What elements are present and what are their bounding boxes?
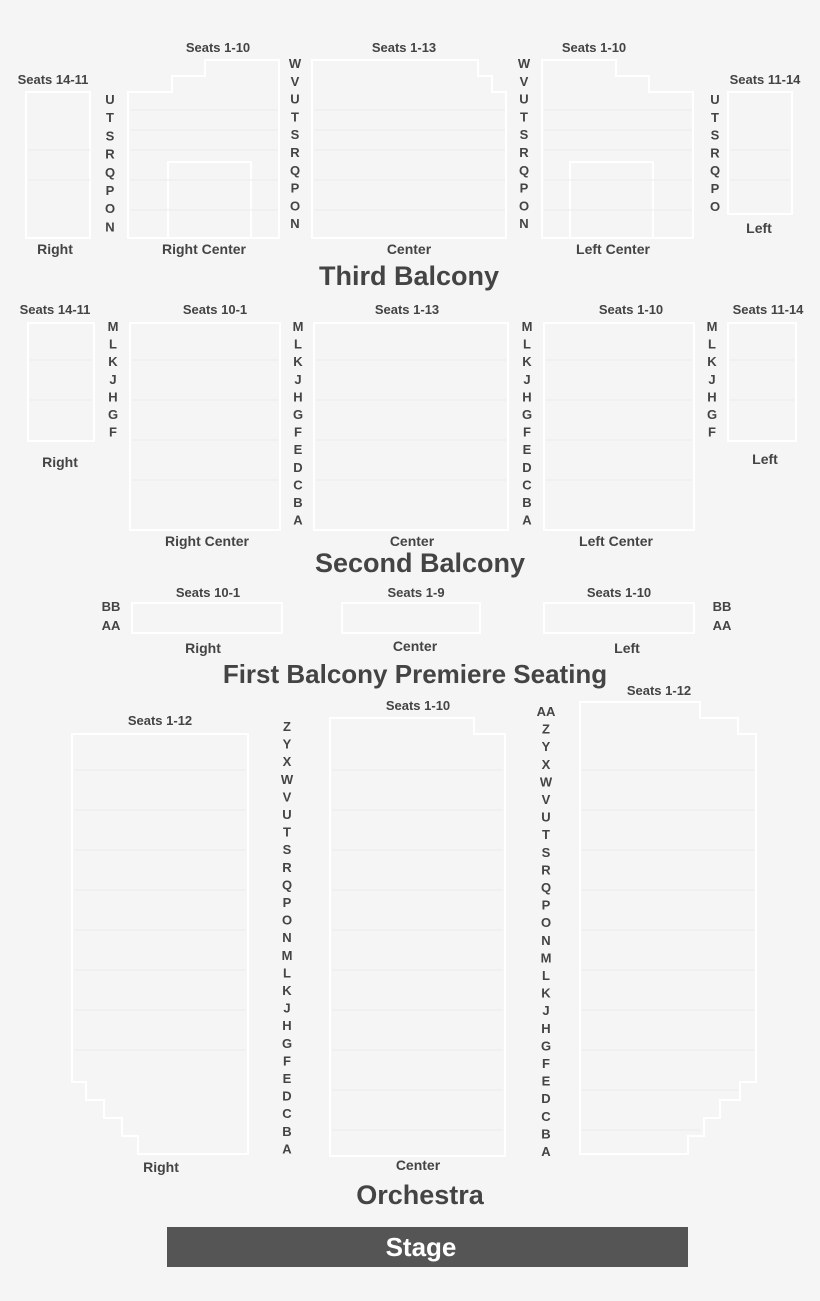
row-letter-third_balcony-row_letters_a-7: N [105,219,115,235]
row-letter-orchestra-row_letters_b-18: H [541,1020,551,1036]
row-letter-second_balcony-row_letters_c-8: D [522,459,532,475]
orch-section-right: Right [143,1159,179,1175]
row-letter-orchestra-row_letters_a-12: N [282,930,292,946]
row-letter-third_balcony-row_letters_b-6: Q [289,162,301,178]
row-letter-orchestra-row_letters_b-17: J [542,1003,550,1019]
fb-center-section[interactable] [342,603,480,633]
row-letter-orchestra-row_letters_a-15: K [282,983,292,998]
tb-seats-label-right: Seats 14-11 [17,72,89,87]
sb-section-center: Center [389,533,435,549]
row-letter-second_balcony-row_letters_c-9: C [522,477,532,493]
row-letter-orchestra-row_letters_b-6: U [541,809,551,825]
row-letter-second_balcony-row_letters_d-4: H [707,389,717,405]
fb-section-left: Left [614,640,640,656]
row-letter-third_balcony-row_letters_a-3: R [105,146,115,162]
row-letter-second_balcony-row_letters_c-1: L [523,336,531,352]
row-letter-orchestra-row_letters_b-19: G [540,1038,552,1054]
row-letter-orchestra-row_letters_b-22: D [541,1091,551,1107]
tb-section-left-center: Left Center [576,241,650,257]
row-letter-second_balcony-row_letters_a-5: G [107,407,119,422]
row-letter-orchestra-row_letters_b-2: Y [541,739,551,755]
row-letter-third_balcony-row_letters_b-5: R [290,145,300,160]
row-letter-second_balcony-row_letters_b-0: M [292,319,304,334]
tb-section-right-center: Right Center [162,241,246,257]
row-letter-orchestra-row_letters_a-0: Z [283,719,291,734]
tb-title: Third Balcony [318,261,500,291]
row-letter-third_balcony-row_letters_d-4: Q [709,163,721,179]
seating-sections [26,60,796,1156]
row-letter-orchestra-row_letters_a-14: L [283,965,291,981]
row-letter-second_balcony-row_letters_b-2: K [293,354,303,370]
row-letter-second_balcony-row_letters_c-10: B [522,495,532,510]
row-letter-third_balcony-row_letters_c-9: N [519,216,529,232]
row-letter-orchestra-row_letters_a-24: A [282,1141,292,1157]
fb-section-center: Center [392,638,438,654]
row-letter-third_balcony-row_letters_d-6: O [709,198,721,214]
fb-title: First Balcony Premiere Seating [222,659,608,689]
sb-seats-label-center: Seats 1-13 [374,302,440,317]
row-letter-orchestra-row_letters_a-16: J [283,1000,291,1016]
row-letter-orchestra-row_letters_a-9: Q [281,877,293,893]
row-letter-orchestra-row_letters_b-23: C [541,1108,551,1124]
sb-section-right-center: Right Center [165,533,249,549]
row-letter-orchestra-row_letters_a-1: Y [282,736,292,752]
sb-seats-label-right-center: Seats 10-1 [182,302,248,317]
tb-left-center-section[interactable] [542,60,693,238]
row-letter-third_balcony-row_letters_b-1: V [290,73,300,89]
row-letter-orchestra-row_letters_b-12: O [540,915,552,931]
row-letter-third_balcony-row_letters_a-4: Q [104,164,116,180]
row-letter-third_balcony-row_letters_b-0: W [288,56,302,71]
sb-seats-label-left-center: Seats 1-10 [598,302,664,317]
row-letter-second_balcony-row_letters_d-1: L [708,336,716,352]
orch-right-section[interactable] [72,734,248,1154]
row-letter-third_balcony-row_letters_c-2: U [519,91,529,107]
sb-left-center-section[interactable] [544,323,694,530]
row-letter-columns [102,56,732,1159]
row-letter-orchestra-row_letters_a-22: C [282,1106,292,1122]
row-letter-orchestra-row_letters_b-25: A [541,1144,551,1159]
sb-title: Second Balcony [314,548,526,578]
row-letter-third_balcony-row_letters_b-4: S [290,127,300,143]
fb-left-section[interactable] [544,603,694,633]
sb-section-right: Right [42,454,78,470]
tb-right-center-section[interactable] [128,60,279,238]
row-letter-third_balcony-row_letters_b-9: N [290,216,300,232]
row-letter-first_balcony-row_letters_right-1: AA [712,618,732,633]
sb-section-left: Left [752,451,778,467]
tb-right-center-inner [168,162,251,238]
fb-seats-label-center: Seats 1-9 [387,585,445,600]
row-letter-second_balcony-row_letters_d-0: M [706,319,718,334]
tb-section-left: Left [746,220,772,236]
row-letter-orchestra-row_letters_b-7: T [542,827,550,843]
row-letter-orchestra-row_letters_b-16: K [541,985,551,1001]
row-letter-second_balcony-row_letters_b-7: E [293,442,303,458]
tb-left-section[interactable] [728,92,792,214]
row-letter-third_balcony-row_letters_b-7: P [290,180,300,196]
row-letter-third_balcony-row_letters_d-0: U [710,92,720,107]
row-letter-third_balcony-row_letters_b-3: T [291,109,299,125]
row-letter-orchestra-row_letters_b-8: S [541,844,551,860]
row-letter-orchestra-row_letters_a-3: W [280,771,294,787]
row-letter-third_balcony-row_letters_c-5: R [519,145,529,160]
fb-right-section[interactable] [132,603,282,633]
row-letter-third_balcony-row_letters_c-1: V [519,73,529,89]
row-letter-third_balcony-row_letters_d-3: R [710,145,720,161]
row-letter-orchestra-row_letters_a-6: T [283,824,291,840]
row-letter-orchestra-row_letters_a-13: M [281,947,293,963]
row-letter-second_balcony-row_letters_c-0: M [521,319,533,334]
row-letter-third_balcony-row_letters_a-6: O [104,201,116,217]
row-letter-second_balcony-row_letters_d-2: K [707,354,717,370]
row-letter-third_balcony-row_letters_d-1: T [711,109,719,125]
row-letter-second_balcony-row_letters_b-9: C [293,477,303,493]
row-letter-first_balcony-row_letters_left-1: AA [101,618,121,633]
row-letter-third_balcony-row_letters_d-5: P [710,181,720,196]
row-letter-orchestra-row_letters_a-11: O [281,912,293,928]
row-letter-orchestra-row_letters_b-14: M [540,950,552,966]
fb-section-right: Right [185,640,221,656]
orch-seats-label-center: Seats 1-10 [385,698,451,713]
row-letter-orchestra-row_letters_a-7: S [282,842,292,858]
row-letter-second_balcony-row_letters_b-5: G [292,407,304,422]
row-letter-third_balcony-row_letters_b-8: O [289,198,301,214]
row-letter-second_balcony-row_letters_c-4: H [522,389,532,405]
row-letter-second_balcony-row_letters_c-3: J [523,371,531,387]
row-letter-second_balcony-row_letters_b-1: L [294,336,302,352]
row-letter-second_balcony-row_letters_c-5: G [521,407,533,422]
row-letter-second_balcony-row_letters_b-11: A [293,512,303,528]
row-letter-second_balcony-row_letters_b-10: B [293,495,303,510]
row-letter-third_balcony-row_letters_a-0: U [105,92,115,107]
fb-seats-label-left: Seats 1-10 [586,585,652,600]
row-letter-orchestra-row_letters_a-2: X [282,754,292,770]
row-letter-orchestra-row_letters_b-13: N [541,932,551,948]
sb-section-left-center: Left Center [579,533,653,549]
row-letter-orchestra-row_letters_b-9: R [541,862,551,878]
row-letter-second_balcony-row_letters_c-11: A [522,512,532,528]
row-letter-orchestra-row_letters_a-23: B [282,1123,292,1139]
row-letter-second_balcony-row_letters_b-3: J [294,371,302,387]
row-letter-orchestra-row_letters_b-24: B [541,1126,551,1142]
row-letter-second_balcony-row_letters_c-6: F [523,424,531,440]
row-letter-orchestra-row_letters_a-17: H [282,1018,292,1034]
row-letter-orchestra-row_letters_b-4: W [539,774,553,790]
row-letter-third_balcony-row_letters_c-4: S [519,127,529,143]
row-letter-orchestra-row_letters_a-21: D [282,1088,292,1104]
row-letter-orchestra-row_letters_a-10: P [282,895,292,910]
tb-seats-label-right-center: Seats 1-10 [185,40,251,55]
tb-section-center: Center [386,241,432,257]
row-letter-first_balcony-row_letters_left-0: BB [101,599,121,614]
tb-right-section[interactable] [26,92,90,238]
orch-section-center: Center [395,1157,441,1173]
row-letter-second_balcony-row_letters_d-3: J [708,371,716,387]
row-letter-third_balcony-row_letters_c-7: P [519,180,529,196]
sb-seats-label-left: Seats 11-14 [732,302,804,317]
row-letter-third_balcony-row_letters_c-6: Q [518,162,530,178]
row-letter-orchestra-row_letters_b-3: X [541,756,551,772]
tb-center-section[interactable] [312,60,506,238]
stage-label: Stage [385,1232,457,1262]
row-letter-third_balcony-row_letters_a-5: P [105,183,115,198]
row-letter-orchestra-row_letters_a-4: V [282,789,292,805]
row-letter-second_balcony-row_letters_a-6: F [109,424,117,440]
orch-seats-label-right: Seats 1-12 [127,713,193,728]
tb-left-center-inner [570,162,653,238]
row-letter-orchestra-row_letters_b-15: L [542,968,550,983]
row-letter-second_balcony-row_letters_b-8: D [293,459,303,475]
row-letter-third_balcony-row_letters_b-2: U [290,91,300,107]
row-letter-orchestra-row_letters_a-19: F [283,1053,291,1069]
row-letter-third_balcony-row_letters_c-3: T [520,109,528,125]
row-letter-orchestra-row_letters_b-1: Z [542,721,550,737]
fb-seats-label-right: Seats 10-1 [175,585,241,600]
row-letter-second_balcony-row_letters_b-6: F [294,424,302,440]
tb-seats-label-center: Seats 1-13 [371,40,437,55]
sb-left-section[interactable] [728,323,796,441]
row-letter-orchestra-row_letters_a-20: E [282,1071,292,1086]
row-letter-orchestra-row_letters_b-11: P [541,897,551,913]
sb-right-center-section[interactable] [130,323,280,530]
orch-title: Orchestra [356,1180,484,1210]
row-letter-second_balcony-row_letters_b-4: H [293,389,303,405]
row-letter-first_balcony-row_letters_right-0: BB [712,599,732,614]
row-letter-second_balcony-row_letters_a-3: J [109,371,117,387]
row-letter-orchestra-row_letters_a-8: R [282,859,292,875]
orch-seats-label-left: Seats 1-12 [626,683,692,698]
row-letter-second_balcony-row_letters_a-1: L [109,336,117,352]
row-letter-second_balcony-row_letters_d-6: F [708,424,716,440]
row-letter-third_balcony-row_letters_c-8: O [518,198,530,214]
row-letter-orchestra-row_letters_b-10: Q [540,880,552,895]
row-letter-second_balcony-row_letters_d-5: G [706,407,718,422]
row-letter-orchestra-row_letters_b-0: AA [536,704,556,719]
tb-section-right: Right [37,241,73,257]
row-letter-third_balcony-row_letters_a-2: S [105,128,115,144]
sb-seats-label-right: Seats 14-11 [19,302,91,317]
sb-center-section[interactable] [314,323,508,530]
row-letter-orchestra-row_letters_b-5: V [541,792,551,807]
row-letter-orchestra-row_letters_a-5: U [282,807,292,822]
row-letter-orchestra-row_letters_b-20: F [542,1056,550,1071]
sb-right-section[interactable] [28,323,94,441]
labels [18,40,805,1210]
tb-seats-label-left-center: Seats 1-10 [561,40,627,55]
row-letter-third_balcony-row_letters_d-2: S [710,127,720,143]
row-letter-second_balcony-row_letters_c-2: K [522,354,532,370]
row-letter-orchestra-row_letters_a-18: G [281,1035,293,1051]
row-letter-second_balcony-row_letters_a-4: H [108,389,118,405]
row-letter-second_balcony-row_letters_a-2: K [108,354,118,370]
row-letter-second_balcony-row_letters_a-0: M [107,319,119,334]
row-letter-orchestra-row_letters_b-21: E [541,1073,551,1089]
row-letter-third_balcony-row_letters_a-1: T [106,110,114,126]
row-letter-third_balcony-row_letters_c-0: W [517,56,531,71]
row-letter-second_balcony-row_letters_c-7: E [522,442,532,458]
stage-group [167,1227,688,1267]
tb-seats-label-left: Seats 11-14 [729,72,801,87]
